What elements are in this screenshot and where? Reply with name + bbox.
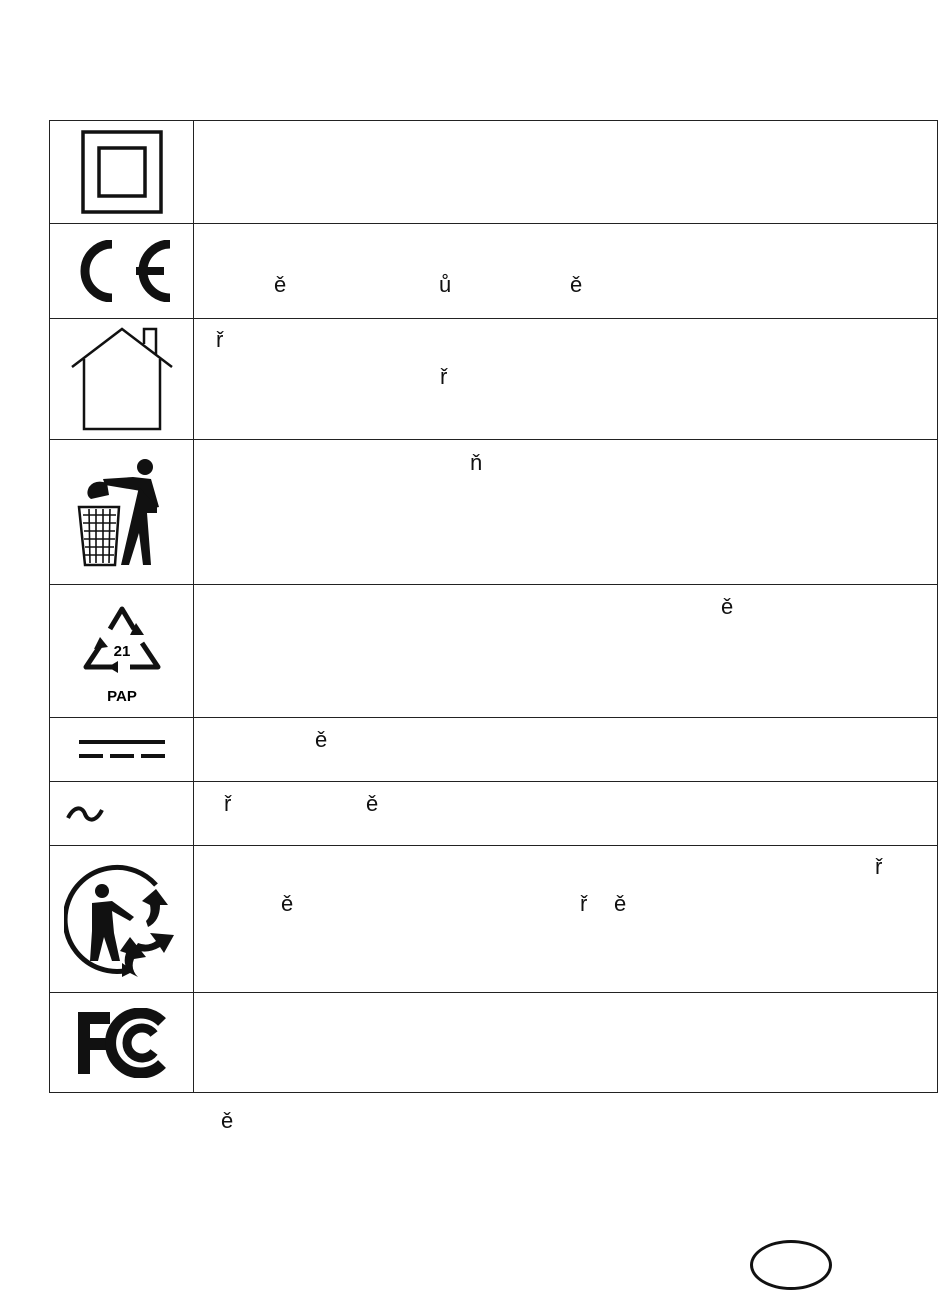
text-glyph: ě [721,594,734,619]
table-row [50,993,937,1092]
fcc-icon [74,1008,170,1078]
text-glyph: ě [315,727,328,752]
text-glyph: ě [274,272,287,297]
double-square-icon [81,130,163,214]
icon-cell [50,993,194,1092]
text-glyph: ř [216,327,224,352]
text-glyph: ě [570,272,583,297]
table-row [50,585,937,718]
text-glyph: ě [614,891,627,916]
table-row [50,121,937,224]
icon-cell [50,585,194,717]
icon-cell [50,718,194,781]
text-glyph: ě [366,791,379,816]
table-row [50,718,937,782]
table-row [50,224,937,319]
text-glyph: ř [224,791,232,816]
description-cell [194,440,937,584]
table-row [50,782,937,846]
symbols-table [49,120,938,1093]
icon-cell [50,846,194,992]
tidyman-icon [77,457,167,567]
table-row [50,319,937,440]
text-glyph: ů [439,272,452,297]
recycle-code-label: 21 [113,643,130,660]
text-glyph: ř [875,854,883,879]
triman-icon [64,861,180,977]
description-cell [194,782,937,845]
direct-current-icon [77,738,167,762]
description-cell [194,993,937,1092]
icon-cell [50,782,194,845]
oval-marker-icon [750,1240,832,1290]
icon-cell [50,121,194,223]
description-cell [194,224,937,318]
icon-cell [50,319,194,439]
icon-cell [50,224,194,318]
text-glyph: ř [440,364,448,389]
table-row [50,440,937,585]
recycle-material-label: PAP [106,688,137,705]
description-cell [194,846,937,992]
recycle-pap-icon [74,595,170,707]
description-cell [194,121,937,223]
house-icon [70,327,174,431]
description-cell [194,718,937,781]
description-cell [194,319,937,439]
table-row [50,846,937,993]
ce-mark-icon [70,240,174,302]
text-glyph: ň [470,450,483,475]
text-glyph: ě [281,891,294,916]
text-glyph: ř [580,891,588,916]
alternating-current-icon [66,804,104,824]
description-cell [194,585,937,717]
icon-cell [50,440,194,584]
footer-glyph: ě [221,1108,234,1133]
